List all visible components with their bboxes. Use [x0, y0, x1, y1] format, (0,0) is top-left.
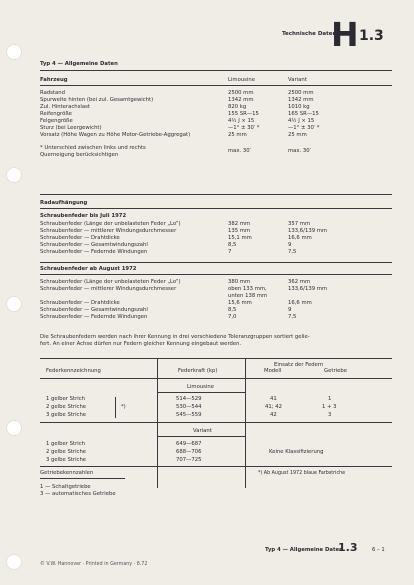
footnote-value-variant: max. 30′ — [288, 148, 311, 154]
table-top-rule — [40, 358, 392, 359]
table-header-kennzeichnung: Federkennzeichnung — [46, 368, 101, 374]
group-rule — [157, 392, 245, 393]
getriebe-footnote: *) Ab August 1972 blaue Farbstriche — [258, 471, 346, 476]
spring-force: 649—687 — [176, 441, 202, 447]
row-value-limousine: 7,0 — [228, 314, 237, 320]
gear-code-line: 1 — Schaltgetriebe — [40, 484, 91, 490]
page-title: Typ 4 — Allgemeine Daten — [40, 61, 118, 67]
row-label: Schraubenfeder — mittlerer Windungsdurchmesser — [40, 286, 177, 292]
page-number: 6 – 1 — [372, 547, 385, 553]
row-label: Schraubenfeder (Länge der unbelasteten Feder „Lo“) — [40, 221, 181, 227]
row-label: Schraubenfeder — Gesamtwindungszahl — [40, 242, 148, 248]
spring-model: 41 — [270, 396, 277, 402]
row-value-variant: 133,6/139 mm — [288, 228, 328, 234]
table-header-modell: Modell — [264, 368, 282, 374]
footnote-value-limousine: max. 30′ — [228, 148, 251, 154]
spring-force: 707—725 — [176, 457, 202, 463]
row-value-variant: 362 mm — [288, 279, 311, 285]
row-label: Vorsatz (Höhe Wagen zu Höhe Motor-Getriebe-Aggregat) — [40, 132, 191, 138]
row-label: Reifengröße — [40, 111, 72, 117]
row-value-limousine: 2500 mm — [228, 90, 254, 96]
section-heading-fahrzeug: Fahrzeug — [40, 77, 68, 83]
row-value-variant: 16,6 mm — [288, 300, 312, 306]
binder-hole — [6, 296, 22, 312]
getriebe-heading-rule — [40, 478, 125, 479]
row-value-limousine: oben 133 mm, — [228, 286, 267, 292]
row-value-variant: 1342 mm — [288, 97, 314, 103]
row-value-variant: 16,6 mm — [288, 235, 312, 241]
spring-force: 688—706 — [176, 449, 202, 455]
row-label: Schraubenfeder — Drahtdicke — [40, 300, 120, 306]
spring-mark: 3 gelbe Striche — [46, 457, 87, 463]
spring-model: 42 — [270, 412, 277, 418]
divider — [40, 70, 392, 71]
variant-note: Keine Klassifizierung — [269, 449, 324, 455]
row-value-variant: 9 — [288, 242, 292, 248]
divider — [40, 194, 392, 195]
group-label-limousine: Limousine — [187, 384, 215, 390]
table-header-einsatz: Einsatz der Federn — [274, 362, 324, 368]
row-label: Felgengröße — [40, 118, 73, 124]
group-rule — [157, 436, 245, 437]
row-label: Sturz (bei Leergewicht) — [40, 125, 102, 131]
row-value-limousine: 135 mm — [228, 228, 251, 234]
subsection-heading: Schraubenfeder ab August 1972 — [40, 266, 137, 272]
row-value-limousine: 1342 mm — [228, 97, 254, 103]
row-value-limousine: 155 SR—15 — [228, 111, 259, 117]
footer-title: Typ 4 — Allgemeine Daten — [265, 547, 343, 553]
footnote-line: * Unterschied zwischen links und rechts — [40, 145, 146, 151]
table-bottom-rule — [40, 466, 392, 467]
header-number: 1.3 — [359, 28, 384, 44]
spring-gearbox: 1 + 3 — [322, 404, 337, 410]
row-value-variant: 25 mm — [288, 132, 307, 138]
column-divider — [157, 358, 158, 488]
spring-mark: 2 gelbe Striche — [46, 449, 87, 455]
spring-force: 514—529 — [176, 396, 202, 402]
row-value-limousine: 8,5 — [228, 307, 237, 313]
divider — [40, 208, 392, 209]
row-value-limousine: —1° ± 30′ * — [228, 125, 260, 131]
row-value-variant: 2500 mm — [288, 90, 314, 96]
row-value-variant: 133,6/139 mm — [288, 286, 328, 292]
spring-mark: 1 gelber Strich — [46, 441, 85, 447]
header-letter: H — [331, 15, 358, 54]
paragraph-line: fert. An einer Achse dürfen nur Federn gleicher Kennung eingebaut werden. — [40, 341, 242, 347]
row-value-limousine: unten 138 mm — [228, 293, 268, 299]
binder-hole — [6, 167, 22, 183]
footnote-marker: *) — [121, 404, 126, 410]
spring-gearbox: 3 — [328, 412, 332, 418]
row-value-limousine: 7 — [228, 249, 232, 255]
row-label: Schraubenfeder — Federnde Windungen — [40, 314, 148, 320]
getriebe-heading: Getriebekennzahlen — [40, 470, 94, 476]
spring-mark: 2 gelbe Striche — [46, 404, 87, 410]
row-value-variant: 4½ J × 15 — [288, 118, 315, 124]
row-label: Schraubenfeder — Federnde Windungen — [40, 249, 148, 255]
divider — [40, 85, 392, 86]
column-divider — [245, 358, 246, 488]
row-label: Schraubenfeder (Länge der unbelasteten Feder „Lo“) — [40, 279, 181, 285]
row-value-limousine: 380 mm — [228, 279, 251, 285]
row-value-limousine: 382 mm — [228, 221, 251, 227]
row-label: Spurweite hinten (bei zul. Gesamtgewicht) — [40, 97, 154, 103]
footer-number: 1.3 — [338, 541, 358, 554]
table-header-rule — [40, 378, 392, 379]
row-value-variant: 7,5 — [288, 249, 297, 255]
column-header-variant: Variant — [288, 77, 307, 83]
row-label: Zul. Hinterachslast — [40, 104, 90, 110]
spring-mark: 3 gelbe Striche — [46, 412, 87, 418]
spring-force: 530—544 — [176, 404, 202, 410]
row-value-limousine: 8,5 — [228, 242, 237, 248]
row-value-limousine: 820 kg — [228, 104, 247, 110]
divider — [40, 274, 392, 275]
row-value-limousine: 25 mm — [228, 132, 247, 138]
binder-hole — [6, 44, 22, 60]
column-header-limousine: Limousine — [228, 77, 256, 83]
spring-force: 545—559 — [176, 412, 202, 418]
spring-mark: 1 gelber Strich — [46, 396, 85, 402]
row-value-limousine: 15,1 mm — [228, 235, 252, 241]
row-value-variant: —1° ± 30′ * — [288, 125, 320, 131]
row-label: Schraubenfeder — Gesamtwindungszahl — [40, 307, 148, 313]
footer-imprint: © V.W. Hannover · Printed in Germany · 8.72 — [40, 562, 148, 567]
table-header-getriebe: Getriebe — [324, 368, 347, 374]
subsection-heading: Schraubenfeder bis Juli 1972 — [40, 213, 127, 219]
group-divider — [40, 422, 392, 423]
row-label: Schraubenfeder — mittlerer Windungsdurchmesser — [40, 228, 177, 234]
section-heading-radaufhaengung: Radaufhängung — [40, 200, 88, 206]
header-section: Technische Daten — [282, 31, 337, 37]
row-value-variant: 165 SR—15 — [288, 111, 319, 117]
divider — [40, 262, 392, 263]
binder-hole — [6, 554, 22, 570]
row-brace — [115, 397, 116, 418]
gear-code-line: 3 — automatisches Getriebe — [40, 491, 116, 497]
spring-gearbox: 1 — [328, 396, 332, 402]
row-value-limousine: 15,6 mm — [228, 300, 252, 306]
row-label: Schraubenfeder — Drahtdicke — [40, 235, 120, 241]
binder-hole — [6, 420, 22, 436]
row-label: Radstand — [40, 90, 65, 96]
spring-model: 41; 42 — [265, 404, 282, 410]
paragraph-line: Die Schraubenfedern werden nach ihrer Kennung in drei verschiedene Toleranzgruppen sortiert gelie- — [40, 334, 310, 340]
row-value-limousine: 4½ J × 15 — [228, 118, 255, 124]
group-label-variant: Variant — [193, 428, 212, 434]
row-value-variant: 1010 kg — [288, 104, 310, 110]
footnote-line: Querneigung berücksichtigen — [40, 152, 119, 158]
row-value-variant: 357 mm — [288, 221, 311, 227]
row-value-variant: 7,5 — [288, 314, 297, 320]
table-header-federkraft: Federkraft (kp) — [178, 368, 218, 374]
row-value-variant: 9 — [288, 307, 292, 313]
